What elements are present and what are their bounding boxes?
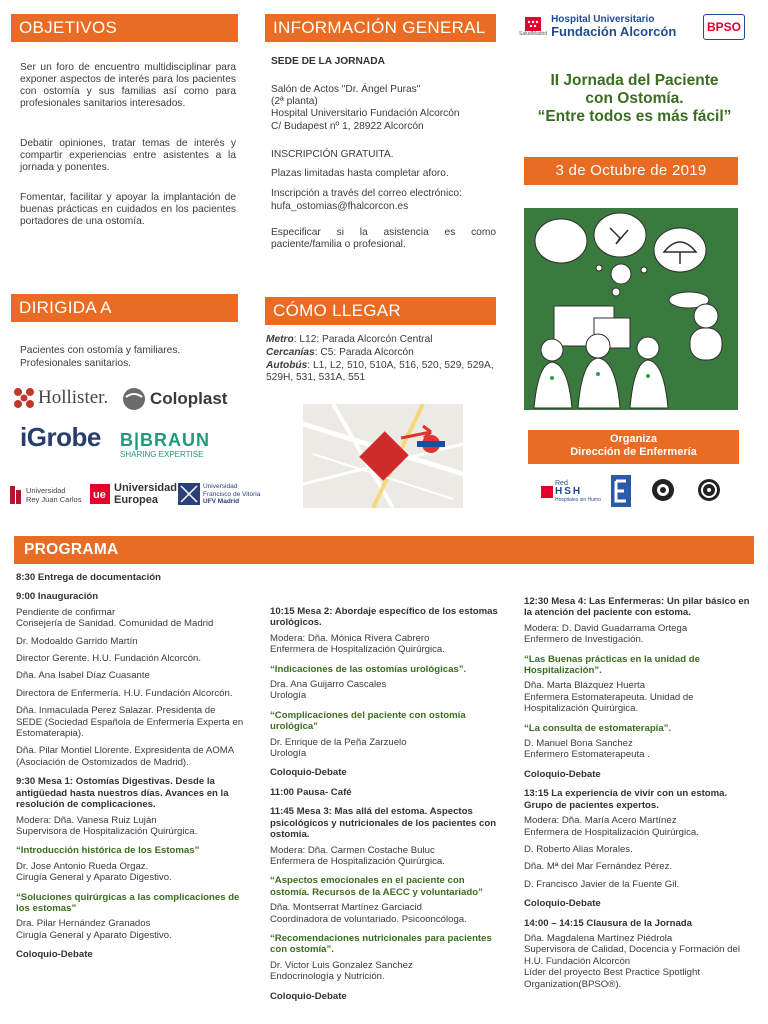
programa-item: 10:15 Mesa 2: Abordaje específico de los estomas urológicos. — [270, 606, 498, 629]
programa-item: Dña. Mª del Mar Fernández Pérez. — [524, 861, 673, 873]
hollister-text: Hollister. — [38, 387, 109, 408]
correo-label: Inscripción a través del correo electrónico: — [271, 188, 462, 199]
bbraun-subtitle: SHARING EXPERTISE — [120, 450, 204, 459]
programa-item: Coordinadora de voluntariado. Psicooncóloga. — [270, 913, 467, 925]
hospital-line-1: Hospital Universitario — [551, 14, 655, 25]
programa-item: Coloquio-Debate — [524, 898, 601, 910]
ue-mark-icon — [90, 484, 110, 504]
autobus-label: Autobús — [266, 360, 308, 371]
red-hsh-mark-icon — [541, 486, 553, 498]
programa-item: “Recomendaciones nutricionales para pacientes con ostomía”. — [270, 932, 492, 956]
programa-item: 11:45 Mesa 3: Mas allá del estoma. Aspectos psicológicos y nutricionales de los pacientes con ostomía. — [270, 806, 497, 841]
programa-item: Urología — [270, 690, 307, 702]
seal-logo-1 — [651, 478, 675, 507]
autobus-line — [266, 360, 498, 384]
urjc-mark-icon — [10, 484, 22, 506]
programa-item: Enfermera de Hospitalización Quirúrgica. — [270, 644, 445, 656]
inscripcion-text: INSCRIPCIÓN GRATUITA. — [271, 149, 394, 160]
bpso-logo — [703, 14, 745, 40]
jornada-title — [512, 72, 757, 126]
bbraun-text: B|BRAUN — [120, 430, 211, 450]
sede-title: SEDE DE LA JORNADA — [271, 56, 385, 67]
programa-item: Modera: Dña. María Acero Martínez — [524, 815, 677, 827]
red-text: Red — [555, 480, 568, 487]
programa-item: Dr. Modoaldo Garrido Martín — [16, 635, 138, 647]
organiza-box — [528, 430, 739, 464]
programa-item: “Aspectos emocionales en el paciente con ostomía. Recursos de la AECC y voluntariado” — [270, 875, 483, 898]
programa-item: Dr. Jose Antonio Rueda Orgaz. — [16, 860, 149, 872]
metro-label: Metro — [266, 334, 294, 345]
dirigida-line-2: Profesionales sanitarios. — [20, 358, 131, 369]
programa-item: Consejería de Sanidad. Comunidad de Madrid — [16, 618, 214, 630]
red-hsh-logo — [541, 480, 601, 504]
e-logo — [611, 475, 631, 507]
programa-item: D. Francisco Javier de la Fuente Gil. — [524, 878, 680, 890]
programa-column-3 — [524, 596, 752, 998]
programa-item: Dña. Pilar Montiel Llorente. Expresidenta de AOMA (Asociación de Ostomizados de Madrid). — [16, 745, 234, 768]
programa-item: D. Manuel Bona Sanchez — [524, 738, 633, 750]
programa-item: Dña. Marta Blázquez Huerta — [524, 680, 646, 692]
svg-text:ue: ue — [93, 489, 106, 501]
organiza-line-1: Organiza — [609, 433, 658, 445]
programa-item: Coloquio-Debate — [270, 990, 347, 1002]
jornada-title-line-2: con Ostomía. — [585, 90, 684, 107]
hsh-text: H S H — [555, 486, 581, 497]
programa-item: Supervisora de Hospitalización Quirúrgica. — [16, 825, 198, 837]
programa-item: 12:30 Mesa 4: Las Enfermeras: Un pilar básico en la atención del paciente con estoma. — [524, 596, 750, 619]
programa-item: 9:00 Inauguración — [16, 591, 99, 603]
sede-line-4: C/ Budapest nº 1, 28922 Alcorcón — [271, 121, 424, 132]
programa-item: Líder del proyecto Best Practice Spotlight Organization(BPSO®). — [524, 967, 700, 990]
urjc-line-1: Universidad — [26, 486, 66, 495]
jornada-title-line-1: II Jornada del Paciente — [550, 72, 719, 89]
dirigida-header: DIRIGIDA A — [11, 294, 238, 322]
programa-item: Urología — [270, 748, 307, 760]
programa-item: Pendiente de confirmar — [16, 606, 116, 618]
programa-item: Dr. Victor Luis Gonzalez Sanchez — [270, 959, 413, 971]
dirigida-line-1: Pacientes con ostomía y familiares. — [20, 345, 181, 356]
programa-item: Dr. Enrique de la Peña Zarzuelo — [270, 736, 407, 748]
universidad-europea-logo — [90, 482, 177, 506]
especificar-text: Especificar si la asistencia es como paciente/familia o profesional. — [271, 227, 496, 250]
programa-item: “Las Buenas prácticas en la unidad de Hospitalización”. — [524, 653, 700, 677]
plazas-text: Plazas limitadas hasta completar aforo. — [271, 168, 449, 179]
programa-item: Directora de Enfermería. H.U. Fundación Alcorcón. — [16, 687, 233, 699]
coloplast-logo — [122, 386, 227, 412]
programa-item: 11:00 Pausa- Café — [270, 786, 352, 798]
programa-header: PROGRAMA — [14, 536, 754, 564]
programa-item: Dra. Ana Guijarro Cascales — [270, 679, 387, 691]
programa-item: Modera: Dña. Mónica Rivera Cabrero — [270, 632, 430, 644]
programa-item: “Soluciones quirúrgicas a las complicaciones de los estomas” — [16, 891, 240, 914]
programa-item: Dña. Ana Isabel Díaz Cuasante — [16, 670, 150, 682]
chalkboard-illustration — [524, 208, 738, 410]
seal-2-icon — [697, 478, 721, 502]
programa-item: 9:30 Mesa 1: Ostomías Digestivas. Desde la antigüedad hasta nuestros días. Avances en la resolución de complicaciones. — [16, 776, 229, 811]
programa-item: Cirugía General y Aparato Digestivo. — [16, 872, 172, 884]
hospital-logo — [519, 14, 676, 39]
ue-line-2: Europea — [114, 494, 159, 506]
hollister-logo — [12, 384, 108, 412]
jornada-date: 3 de Octubre de 2019 — [524, 157, 738, 185]
ufv-logo — [178, 483, 260, 506]
objetivos-paragraph-2: Debatir opiniones, tratar temas de interés y compartir experiencias entre asistentes a la jornada y ponentes. — [20, 138, 236, 173]
urjc-logo — [10, 484, 81, 506]
programa-column-2 — [270, 606, 498, 1010]
igrobe-text: iGrobe — [20, 421, 101, 452]
ufv-line-3: UFV Madrid — [203, 498, 240, 505]
programa-item: Dña. Magdalena Martínez Piédrola — [524, 932, 673, 944]
programa-item: Modera: Dña. Vanesa Ruiz Luján — [16, 814, 157, 826]
programa-item: Coloquio-Debate — [16, 949, 93, 961]
info-header: INFORMACIÓN GENERAL — [265, 14, 496, 42]
programa-item: Enfermero de Investigación. — [524, 634, 644, 646]
metro-line — [266, 334, 498, 346]
programa-item: Coloquio-Debate — [270, 767, 347, 779]
sede-line-2: (2ª planta) — [271, 96, 318, 107]
programa-item: Director Gerente. H.U. Fundación Alcorcón. — [16, 653, 202, 665]
programa-item: Dra. Pilar Hernández Granados — [16, 918, 151, 930]
hollister-mark-icon — [12, 386, 36, 410]
e-mark-icon — [611, 475, 631, 507]
metro-value: : L12: Parada Alcorcón Central — [293, 334, 433, 345]
seal-1-icon — [651, 478, 675, 502]
urjc-line-2: Rey Juan Carlos — [26, 495, 82, 504]
programa-item: “Complicaciones del paciente con ostomía urológica” — [270, 709, 466, 733]
cercanias-value: : C5: Parada Alcorcón — [314, 347, 414, 358]
programa-item: Coloquio-Debate — [524, 768, 601, 780]
programa-item: Enfermera de Hospitalización Quirúrgica. — [524, 826, 699, 838]
programa-item: Dña. Montserrat Martínez Garciacid — [270, 902, 422, 914]
programa-item: Endocrinología y Nutrición. — [270, 971, 385, 983]
programa-item: Enfermera de Hospitalización Quirúrgica. — [270, 855, 445, 867]
jornada-title-line-3: “Entre todos es más fácil” — [537, 108, 732, 125]
salud-madrid-mark-icon — [525, 17, 541, 31]
bpso-text: BPSO — [706, 20, 741, 34]
programa-item: D. Roberto Alias Morales. — [524, 843, 633, 855]
ufv-mark-icon — [178, 483, 200, 505]
coloplast-mark-icon — [122, 387, 146, 411]
cercanias-line — [266, 347, 498, 359]
ufv-line-1: Universidad — [203, 483, 238, 490]
seal-logo-2 — [697, 478, 721, 507]
programa-item: 14:00 – 14:15 Clausura de la Jornada — [524, 917, 692, 929]
autobus-value: : L1, L2, 510, 510A, 516, 520, 529, 529A, 529H, 531, 531A, 551 — [266, 360, 494, 383]
programa-item: Modera: Dña. Carmen Costache Buluc — [270, 844, 435, 856]
como-llegar-header: CÓMO LLEGAR — [265, 297, 496, 325]
ue-line-1: Universidad — [114, 482, 177, 494]
programa-item: 13:15 La experiencia de vivir con un estoma. Grupo de pacientes expertos. — [524, 788, 728, 811]
coloplast-text: Coloplast — [150, 389, 228, 408]
map-image[interactable] — [303, 404, 463, 508]
objetivos-paragraph-3: Fomentar, facilitar y apoyar la implantación de buenas prácticas en cuidados en los pacientes portadores de una ostomía. — [20, 192, 236, 227]
salud-madrid-text: SaludMadrid — [519, 30, 548, 37]
sede-line-1: Salón de Actos "Dr. Ángel Puras" — [271, 84, 421, 95]
cercanias-label: Cercanías — [266, 347, 315, 358]
hsh-subtitle: Hospitales sin Humo — [555, 497, 601, 503]
objetivos-paragraph-1: Ser un foro de encuentro multidisciplinar para exponer aspectos de interés para los pacientes con ostomía y sus familias así como para profesionales sanitarios interesados. — [20, 62, 236, 109]
organiza-line-2: Dirección de Enfermería — [570, 446, 697, 458]
igrobe-logo — [20, 420, 101, 454]
programa-item: Dña. Inmaculada Perez Salazar. Presidenta de SEDE (Sociedad Española de Enfermería Experta en Estomaterapia). — [16, 705, 244, 740]
programa-item: “Indicaciones de las ostomías urológicas”. — [270, 663, 467, 675]
correo-link[interactable]: hufa_ostomias@fhalcorcon.es — [271, 201, 409, 212]
ufv-line-2: Francisco de Vitoria — [203, 490, 261, 498]
programa-item: Supervisora de Calidad, Docencia y Formación del H.U. Fundación Alcorcón — [524, 944, 740, 967]
programa-item: Enfermera Estomaterapeuta. Unidad de Hospitalización Quirúrgica. — [524, 691, 694, 715]
bbraun-logo — [120, 430, 210, 459]
programa-item: Enfermero Estomaterapeuta . — [524, 749, 650, 761]
programa-item: 8:30 Entrega de documentación — [16, 572, 162, 583]
programa-item: Cirugía General y Aparato Digestivo. — [16, 929, 172, 941]
sede-line-3: Hospital Universitario Fundación Alcorcón — [271, 108, 460, 119]
hospital-line-2: Fundación Alcorcón — [551, 24, 677, 39]
programa-item: “Introducción histórica de los Estomas” — [16, 845, 200, 857]
objetivos-header: OBJETIVOS — [11, 14, 238, 42]
programa-item: Modera: D. David Guadarrama Ortega — [524, 622, 688, 634]
programa-item: “La consulta de estomaterapia”. — [524, 722, 672, 734]
programa-column-1 — [16, 572, 244, 969]
